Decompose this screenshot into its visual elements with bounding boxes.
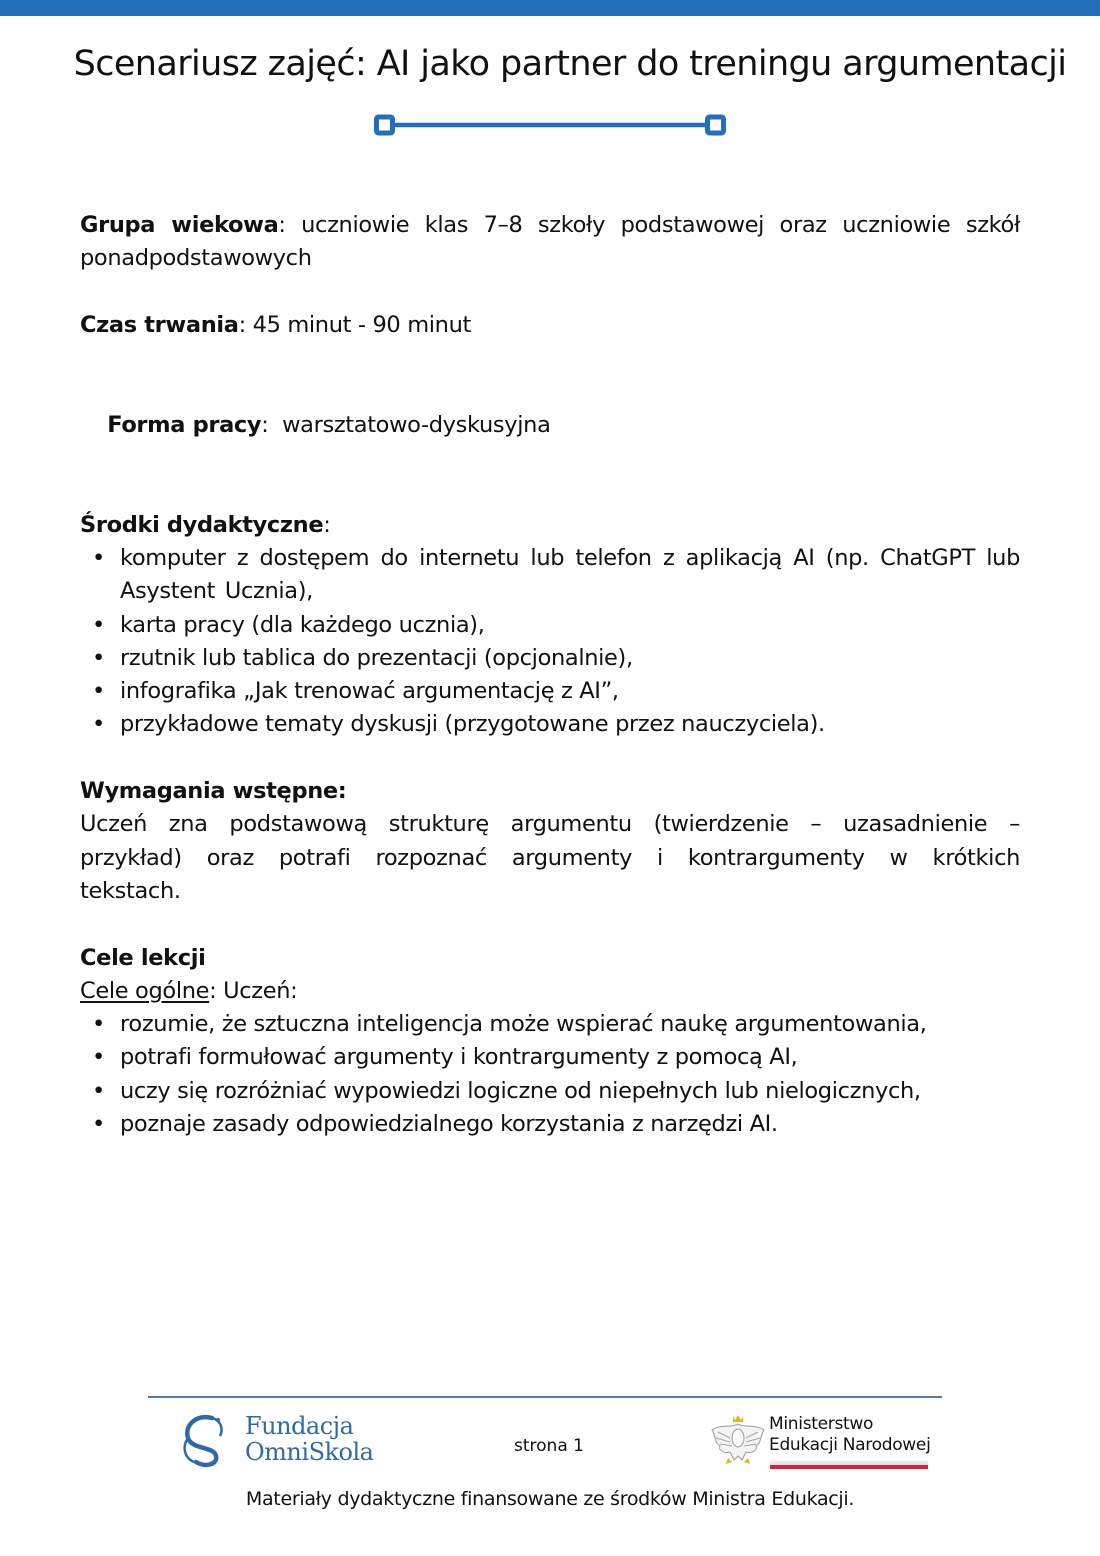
ministry-name: Ministerstwo Edukacji Narodowej xyxy=(769,1414,931,1455)
list-item: • przykładowe tematy dyskusji (przygotowane przez nauczyciela). xyxy=(80,708,1020,741)
bullet-icon: • xyxy=(92,611,105,638)
age-group-value: uczniowie klas 7–8 szkoły podstawowej oraz uczniowie szkół ponadpodstawowych xyxy=(80,212,1021,272)
document-body xyxy=(80,209,1020,1141)
omniskola-logo-icon xyxy=(178,1412,238,1468)
bullet-icon: • xyxy=(92,544,105,571)
omniskola-name: Fundacja OmniSkola xyxy=(245,1412,374,1466)
age-group-label: Grupa wiekowa xyxy=(80,212,279,238)
prerequisites-heading: Wymagania wstępne: xyxy=(80,778,347,805)
bullet-icon: • xyxy=(92,1111,105,1138)
title-divider-icon xyxy=(374,114,726,136)
work-form: Forma pracy: warsztatowo-dyskusyjna xyxy=(107,411,551,438)
duration-value: 45 minut - 90 minut xyxy=(245,311,471,338)
list-item: • uczy się rozróżniać wypowiedzi logiczne od niepełnych lub nielogicznych, xyxy=(80,1075,1020,1108)
list-item: • infografika „Jak trenować argumentację z AI”, xyxy=(80,675,1020,708)
duration: Czas trwania: 45 minut - 90 minut xyxy=(80,311,471,338)
footer-divider xyxy=(148,1396,942,1398)
list-item: • rzutnik lub tablica do prezentacji (opcjonalnie), xyxy=(80,642,1020,675)
bullet-icon: • xyxy=(92,678,105,705)
resources-list xyxy=(80,542,1020,742)
ministry-flag-stripe xyxy=(770,1461,928,1469)
duration-label: Czas trwania xyxy=(80,311,239,338)
work-form-value: warsztatowo-dyskusyjna xyxy=(268,411,551,438)
age-group: Grupa wiekowa: uczniowie klas 7–8 szkoły podstawowej oraz uczniowie szkół ponadpodstawowych xyxy=(80,212,1021,272)
bullet-icon: • xyxy=(92,1011,105,1038)
general-goals-heading: Cele ogólne: Uczeń: xyxy=(80,977,298,1004)
list-item: • komputer z dostępem do internetu lub telefon z aplikacją AI (np. ChatGPT lub Asystent Ucznia), xyxy=(80,542,1020,609)
work-form-label: Forma pracy xyxy=(107,411,262,438)
bullet-icon: • xyxy=(92,1077,105,1104)
general-goals-label: Cele ogólne xyxy=(80,977,210,1004)
page-title: Scenariusz zajęć: AI jako partner do treningu argumentacji xyxy=(73,44,1067,84)
bullet-icon: • xyxy=(92,644,105,671)
prerequisites-text: Uczeń zna podstawową strukturę argumentu (twierdzenie – uzasadnienie – przykład) oraz potrafi rozpoznać argumenty i kontrargumenty w krótkich tekstach. xyxy=(80,811,1020,904)
list-item: • poznaje zasady odpowiedzialnego korzystania z narzędzi AI. xyxy=(80,1108,1020,1141)
goals-heading: Cele lekcji xyxy=(80,944,206,971)
funding-note: Materiały dydaktyczne finansowane ze środków Ministra Edukacji. xyxy=(245,1488,855,1510)
bullet-icon: • xyxy=(92,1044,105,1071)
list-item: • rozumie, że sztuczna inteligencja może wspierać naukę argumentowania, xyxy=(80,1008,1020,1041)
eagle-emblem-icon xyxy=(708,1410,768,1470)
top-accent-bar xyxy=(0,0,1100,16)
list-item: • karta pracy (dla każdego ucznia), xyxy=(80,609,1020,642)
resources-heading: Środki dydaktyczne: xyxy=(80,511,331,538)
page-number: strona 1 xyxy=(514,1436,584,1456)
bullet-icon: • xyxy=(92,711,105,738)
goals-list xyxy=(80,1008,1020,1141)
list-item: • potrafi formułować argumenty i kontrargumenty z pomocą AI, xyxy=(80,1041,1020,1074)
